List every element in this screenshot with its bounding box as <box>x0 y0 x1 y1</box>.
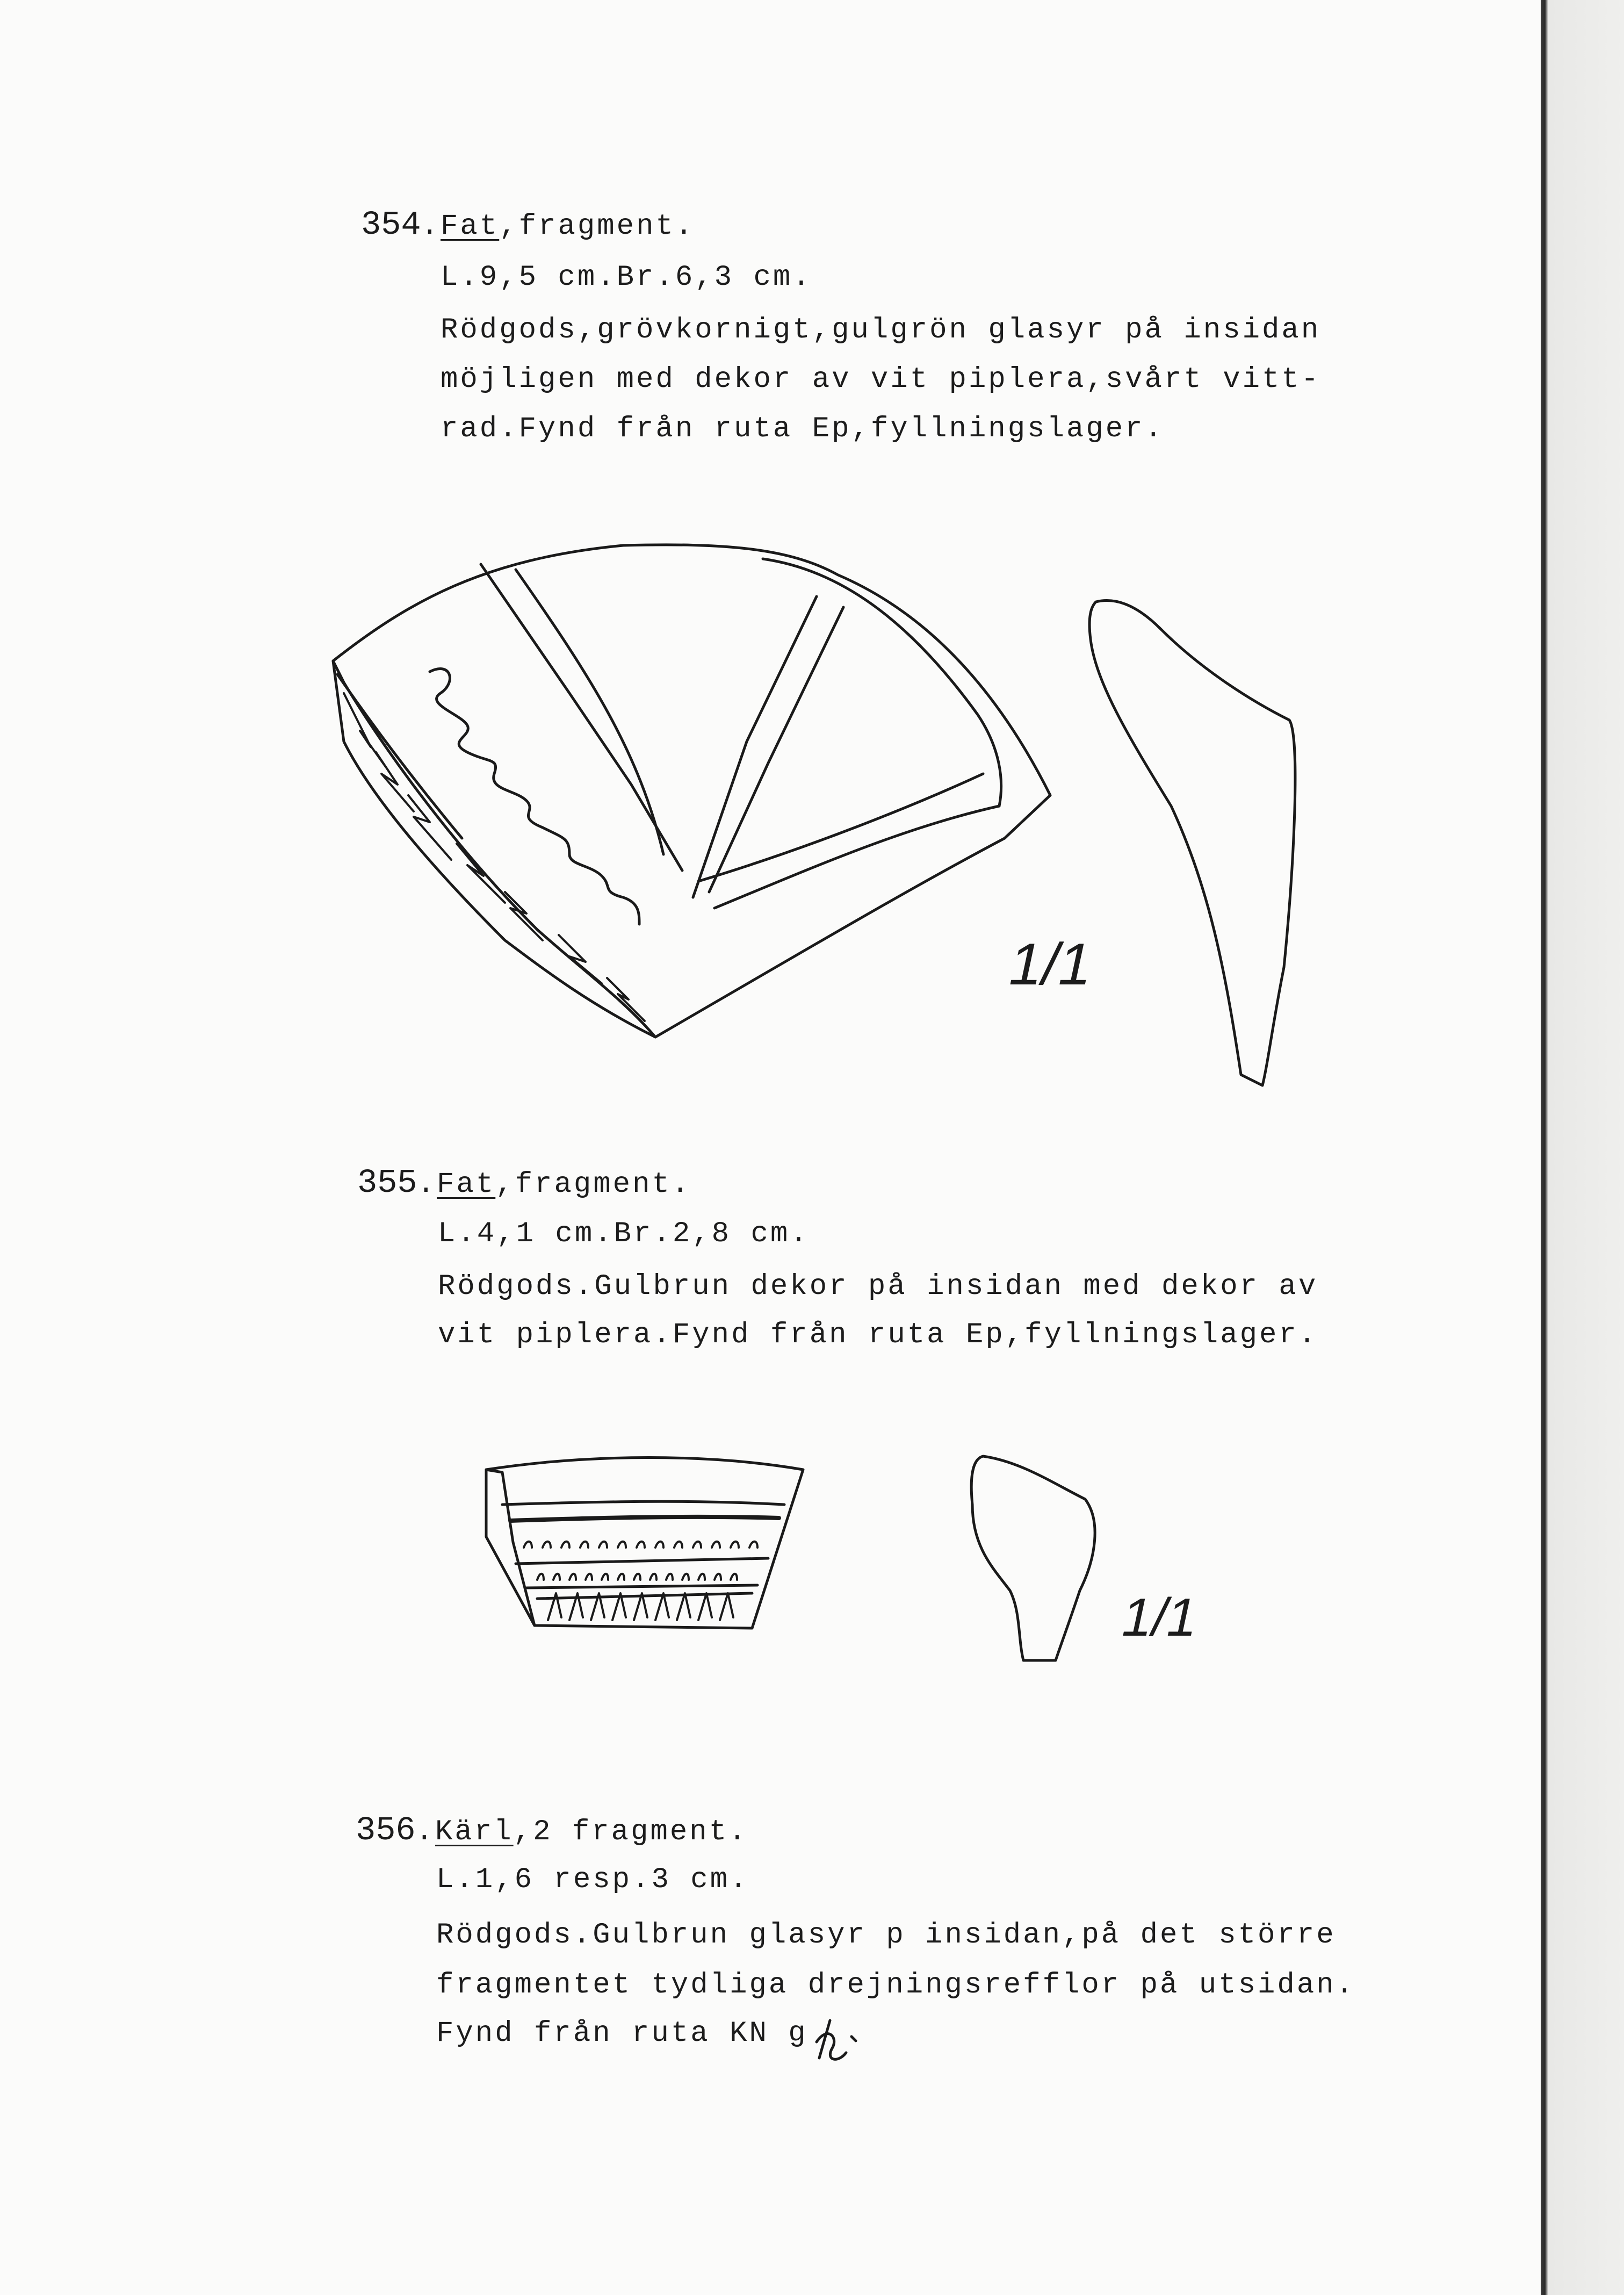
entry-description-line: Rödgods.Gulbrun dekor på insidan med dekor av <box>438 1270 1318 1303</box>
scale-label: 1/1 <box>1116 1587 1204 1647</box>
entry-title-rest: 2 fragment. <box>533 1816 748 1848</box>
entry-title-rest: fragment. <box>518 210 695 243</box>
entry-heading: 354.Fat,fragment. <box>361 206 695 244</box>
entry-description-line: Fynd från ruta KN g <box>436 2017 808 2050</box>
entry-title-word: Kärl <box>435 1816 514 1848</box>
entry-title-rest: fragment. <box>515 1168 691 1201</box>
entry-description-line: fragmentet tydliga drejningsrefflor på utsidan. <box>436 1969 1356 2002</box>
entry-number: 355 <box>357 1164 417 1202</box>
entry-description-line: Rödgods.Gulbrun glasyr p insidan,på det större <box>436 1919 1336 1952</box>
entry-dimensions: L.9,5 cm.Br.6,3 cm. <box>441 261 812 294</box>
entry-title-word: Fat <box>441 210 500 243</box>
entry-number: 354 <box>361 206 421 244</box>
entry-title-word: Fat <box>437 1168 496 1201</box>
entry-description-line: rad.Fynd från ruta Ep,fyllningslager. <box>441 413 1164 445</box>
scale-label: 1/1 <box>1003 931 1100 997</box>
entry-dimensions: L.4,1 cm.Br.2,8 cm. <box>438 1218 810 1250</box>
entry-heading: 355.Fat,fragment. <box>357 1164 691 1202</box>
entry-description-line: Rödgods,grövkornigt,gulgrön glasyr på insidan <box>441 314 1321 347</box>
entry-description-line: möjligen med dekor av vit piplera,svårt vitt- <box>441 363 1321 396</box>
entry-heading: 356.Kärl,2 fragment. <box>356 1811 748 1850</box>
entry-dimensions: L.1,6 resp.3 cm. <box>436 1864 749 1896</box>
entry-description-line: vit piplera.Fynd från ruta Ep,fyllningslager. <box>438 1319 1318 1351</box>
entry-number: 356 <box>356 1811 416 1850</box>
